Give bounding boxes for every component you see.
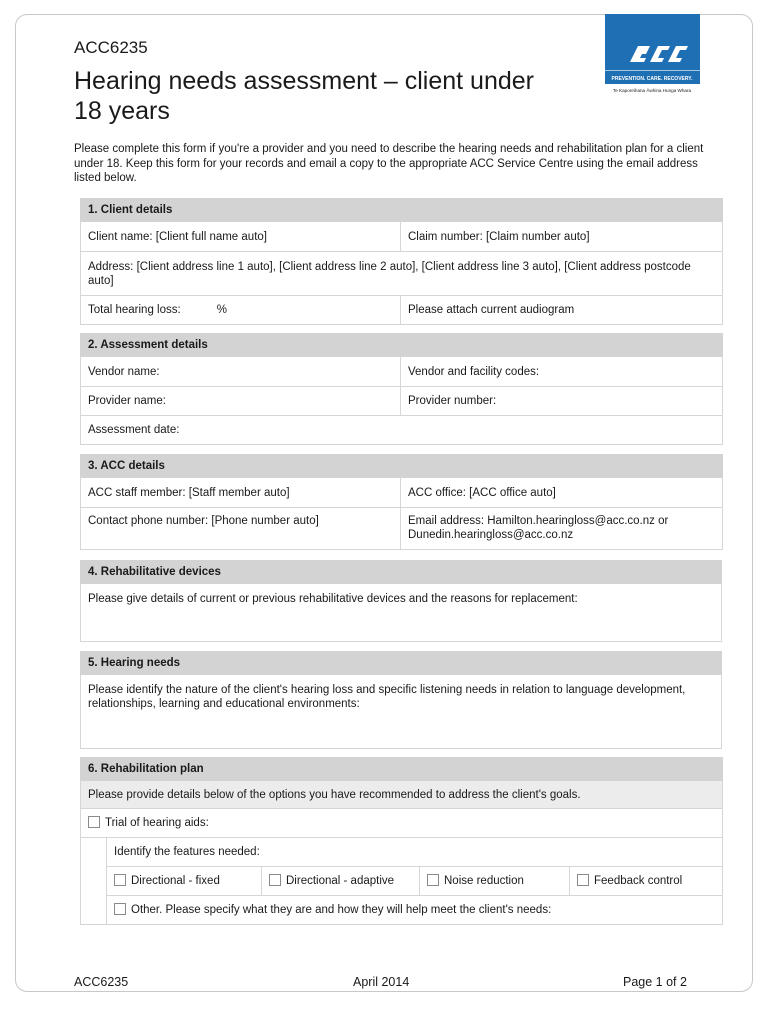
staff-member-field[interactable]: ACC staff member: [Staff member auto] [81, 478, 401, 508]
provider-number-field[interactable]: Provider number: [401, 387, 723, 416]
other-features-row [107, 896, 723, 925]
section-rehabilitative-devices [80, 560, 722, 642]
identify-features-label: Identify the features needed: [107, 838, 723, 867]
phone-field[interactable]: Contact phone number: [Phone number auto] [81, 508, 401, 550]
acc-logo [600, 14, 705, 94]
hearing-needs-textarea[interactable]: Please identify the nature of the client's hearing loss and specific listening needs in relation to language development, relationships, learning and educational environments: [81, 675, 722, 749]
feature-directional-adaptive [262, 867, 420, 896]
provider-name-field[interactable]: Provider name: [81, 387, 401, 416]
trial-hearing-aids-checkbox[interactable] [88, 816, 100, 828]
trial-hearing-aids-label: Trial of hearing aids: [105, 817, 209, 829]
feature-noise-reduction [420, 867, 570, 896]
section-hearing-needs [80, 651, 722, 749]
feature-label: Directional - fixed [131, 875, 220, 887]
logo-tagline: PREVENTION. CARE. RECOVERY. [611, 76, 693, 82]
directional-fixed-checkbox[interactable] [114, 874, 126, 886]
client-name-field[interactable]: Client name: [Client full name auto] [81, 222, 401, 252]
section-header: 6. Rehabilitation plan [81, 758, 723, 781]
audiogram-note: Please attach current audiogram [401, 296, 723, 325]
section-header: 5. Hearing needs [81, 652, 722, 675]
section-header: 3. ACC details [81, 455, 723, 478]
section-header: 4. Rehabilitative devices [81, 561, 722, 584]
devices-textarea[interactable]: Please give details of current or previous rehabilitative devices and the reasons for replacement: [81, 584, 722, 642]
section-header: 2. Assessment details [81, 334, 723, 357]
address-field[interactable]: Address: [Client address line 1 auto], [Client address line 2 auto], [Client address line 3 auto], [Client address postcode auto] [81, 252, 723, 296]
section-acc-details [80, 454, 723, 550]
page-title: Hearing needs assessment – client under 18 years [74, 67, 534, 125]
feature-feedback-control [570, 867, 723, 896]
feedback-control-checkbox[interactable] [577, 874, 589, 886]
feature-label: Feedback control [594, 875, 683, 887]
plan-prompt: Please provide details below of the options you have recommended to address the client's goals. [81, 781, 723, 809]
form-code: ACC6235 [74, 38, 148, 57]
assessment-date-field[interactable]: Assessment date: [81, 416, 723, 445]
footer-form-code: ACC6235 [74, 975, 129, 989]
directional-adaptive-checkbox[interactable] [269, 874, 281, 886]
logo-subtitle: Te Kaporeihana Āwhina Hunga Whara [612, 88, 692, 93]
vendor-name-field[interactable]: Vendor name: [81, 357, 401, 387]
section-assessment-details [80, 333, 723, 445]
section-header: 1. Client details [81, 199, 723, 222]
intro-text: Please complete this form if you're a provider and you need to describe the hearing needs and rehabilitation plan for a client under 18. Keep this form for your records and email a copy to the appropriate ACC Service Centre using the email address listed below. [74, 143, 704, 184]
trial-hearing-aids-row [81, 809, 723, 838]
footer-page-number: Page 1 of 2 [623, 975, 687, 989]
indent-cell [81, 838, 107, 925]
percent-sign: % [216, 304, 227, 316]
section-client-details [80, 198, 723, 325]
feature-directional-fixed [107, 867, 262, 896]
other-features-checkbox[interactable] [114, 903, 126, 915]
vendor-codes-field[interactable]: Vendor and facility codes: [401, 357, 723, 387]
hearing-loss-label: Total hearing loss: [88, 304, 181, 316]
acc-office-field[interactable]: ACC office: [ACC office auto] [401, 478, 723, 508]
hearing-loss-field[interactable] [81, 296, 401, 325]
email-field[interactable]: Email address: Hamilton.hearingloss@acc.co.nz or Dunedin.hearingloss@acc.co.nz [401, 508, 723, 550]
section-rehabilitation-plan [80, 757, 723, 925]
noise-reduction-checkbox[interactable] [427, 874, 439, 886]
feature-label: Noise reduction [444, 875, 524, 887]
other-features-label: Other. Please specify what they are and how they will help meet the client's needs: [131, 904, 552, 916]
claim-number-field[interactable]: Claim number: [Claim number auto] [401, 222, 723, 252]
footer-date: April 2014 [353, 975, 410, 989]
feature-label: Directional - adaptive [286, 875, 395, 887]
